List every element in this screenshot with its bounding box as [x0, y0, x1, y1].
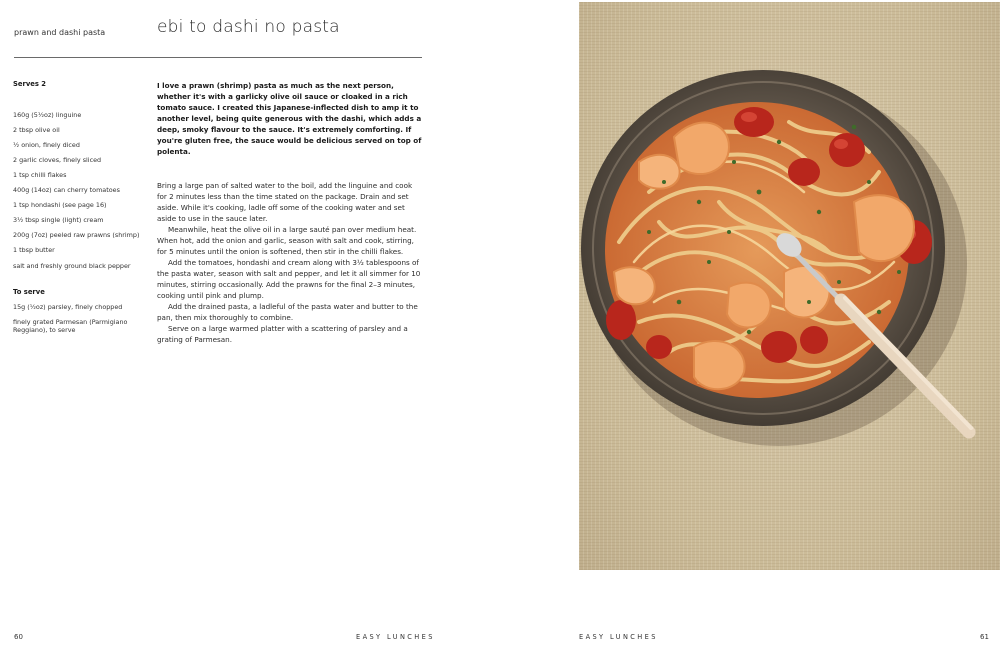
ingredient-item: 2 garlic cloves, finely sliced: [13, 155, 102, 164]
page-number-right: 61: [980, 633, 989, 641]
method: [157, 180, 423, 345]
intro-paragraph: I love a prawn (shrimp) pasta as much as the next person, whether it's with a garlicky olive oil sauce or cloaked in a rich tomato sauce. I created this Japanese-inflected dish to amp it to another level, being quite generous with the dashi, which adds a deep, smoky flavour to the sauce. It's extremely comforting. If you're gluten free, the sauce would be delicious served on top of polenta.: [157, 81, 422, 156]
section-label-right: EASY LUNCHES: [579, 633, 658, 641]
method-step: Add the tomatoes, hondashi and cream along with 3½ tablespoons of the pasta water, season with salt and pepper, and let it all simmer for 10 minutes, stirring occasionally. Add the prawns for the final 2–3 minutes, cooking until pink and plump.: [157, 258, 421, 300]
method-step: Bring a large pan of salted water to the boil, add the linguine and cook for 2 minutes less than the time stated on the package. Drain and set aside. While it's cooking, ladle off some of the cooking water and set aside to use in the sauce later.: [157, 181, 413, 223]
ingredient-item: salt and freshly ground black pepper: [13, 261, 131, 270]
ingredient-item: ½ onion, finely diced: [13, 140, 80, 149]
method-step: Meanwhile, heat the olive oil in a large sauté pan over medium heat. When hot, add the onion and garlic, season with salt and cook, stirring, for 5 minutes until the onion is softened, then stir in the chilli flakes.: [157, 225, 417, 256]
ingredient-item: 160g (5½oz) linguine: [13, 110, 82, 119]
section-label-left: EASY LUNCHES: [356, 633, 435, 641]
to-serve-heading: To serve: [13, 288, 45, 297]
page-number-left: 60: [14, 633, 23, 641]
to-serve-item: 15g (½oz) parsley, finely chopped: [13, 302, 123, 311]
ingredient-item: 200g (7oz) peeled raw prawns (shrimp): [13, 231, 140, 240]
ingredients-column: [13, 80, 141, 342]
recipe-body: [157, 80, 423, 345]
ingredient-item: 2 tbsp olive oil: [13, 125, 60, 134]
recipe-title: ebi to dashi no pasta: [157, 17, 340, 37]
serves-heading: Serves 2: [13, 80, 47, 88]
right-page: [500, 0, 1000, 664]
method-step: Serve on a large warmed platter with a scattering of parsley and a grating of Parmesan.: [157, 324, 408, 344]
ingredient-item: 3½ tbsp single (light) cream: [13, 216, 104, 225]
to-serve-item: finely grated Parmesan (Parmigiano Reggiano), to serve: [13, 317, 128, 335]
ingredient-list: [13, 111, 141, 271]
method-step: Add the drained pasta, a ladleful of the pasta water and butter to the pan, then mix thoroughly to combine.: [157, 302, 418, 322]
pasta-photo: [579, 2, 1000, 570]
ingredient-item: 1 tsp hondashi (see page 16): [13, 201, 107, 210]
ingredient-item: 400g (14oz) can cherry tomatoes: [13, 186, 120, 195]
running-head: prawn and dashi pasta: [14, 28, 106, 37]
title-divider: [14, 57, 422, 58]
ingredient-item: 1 tsp chilli flakes: [13, 170, 67, 179]
pasta-bowl-illustration: [579, 2, 1000, 570]
ingredient-item: 1 tbsp butter: [13, 246, 55, 255]
to-serve-list: [13, 303, 141, 335]
